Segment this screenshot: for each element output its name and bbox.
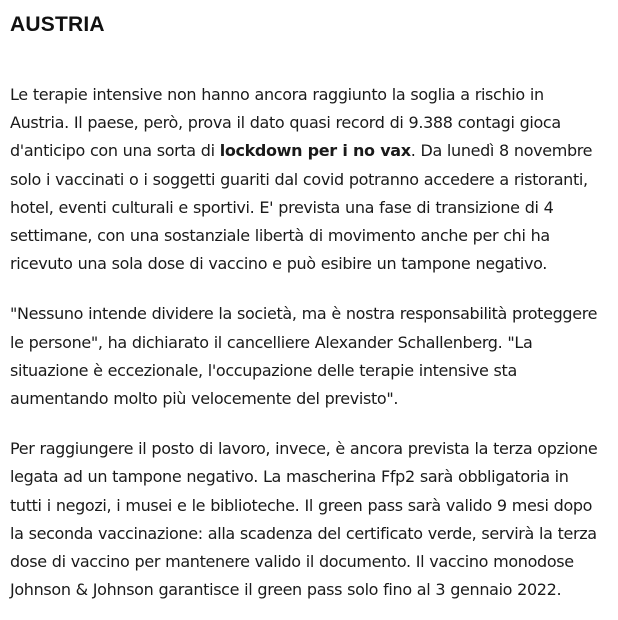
- text-line: tutti i negozi, i musei e le biblioteche. Il green pass sarà valido 9 mesi dopo: [10, 495, 593, 515]
- text-line: [10, 137, 610, 165]
- text-line: legata ad un tampone negativo. La mascherina Ffp2 sarà obbligatoria in: [10, 467, 569, 487]
- text-line: [10, 109, 610, 137]
- text-line: dose di vaccino per mantenere valido il documento. Il vaccino monodose: [10, 552, 574, 572]
- text-fragment: d'anticipo con una sorta di: [10, 141, 220, 161]
- text-line: aumentando molto più velocemente del previsto".: [10, 389, 399, 409]
- paragraph-lockdown: [10, 81, 610, 278]
- paragraph-quote: [10, 300, 610, 413]
- text-line: la seconda vaccinazione: alla scadenza del certificato verde, servirà la terza: [10, 523, 597, 543]
- bold-highlight: lockdown per i no vax: [219, 141, 411, 161]
- text-fragment: . Da lunedì 8 novembre: [410, 141, 593, 161]
- text-line: Le terapie intensive non hanno ancora raggiunto la soglia a rischio in: [10, 85, 544, 104]
- text-line: le persone", ha dichiarato il cancelliere Alexander Schallenberg. "La: [10, 332, 533, 352]
- text-line: hotel, eventi culturali e sportivi. E' prevista una fase di transizione di 4: [10, 197, 554, 217]
- text-line: "Nessuno intende dividere la società, ma è nostra responsabilità proteggere: [10, 304, 598, 324]
- text-line: ricevuto una sola dose di vaccino e può esibire un tampone negativo.: [10, 254, 548, 274]
- section-heading: AUSTRIA: [10, 13, 105, 36]
- text-line: settimane, con una sostanziale libertà di movimento anche per chi ha: [10, 226, 550, 246]
- text-line: solo i vaccinati o i soggetti guariti dal covid potranno accedere a ristoranti,: [10, 169, 588, 189]
- paragraph-green-pass: [10, 435, 610, 604]
- article: [10, 11, 610, 604]
- text-line: Johnson & Johnson garantisce il green pass solo fino al 3 gennaio 2022.: [10, 580, 562, 600]
- text-line: Per raggiungere il posto di lavoro, invece, è ancora prevista la terza opzione: [10, 439, 598, 459]
- text-fragment: Austria. Il paese, però, prova il dato quasi record di 9.388 contagi gioca: [10, 113, 561, 133]
- text-line: situazione è eccezionale, l'occupazione delle terapie intensive sta: [10, 360, 517, 380]
